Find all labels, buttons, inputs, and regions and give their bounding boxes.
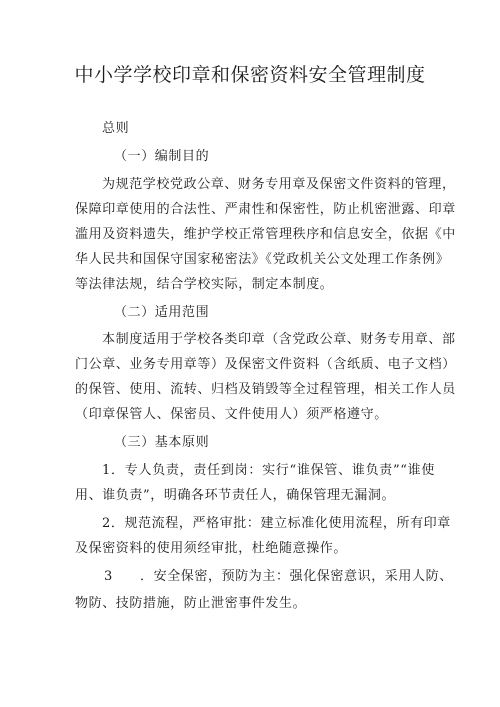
principle-line: ．安全保密，预防为主：强化保密意识，采用人防、	[140, 569, 453, 584]
paragraph-line: 保障印章使用的合法性、严肃性和保密性，防止机密泄露、印章	[75, 202, 456, 217]
paragraph-line: 门公章、业务专用章等）及保密文件资料（含纸质、电子文档）	[75, 357, 456, 372]
section-heading-general: 总则	[102, 121, 130, 136]
paragraph-line: 等法律法规，结合学校实际，制定本制度。	[75, 277, 334, 292]
principle-line: 用、谁负责”，明确各环节责任人，确保管理无漏洞。	[75, 488, 396, 503]
principle-line: 及保密资料的使用须经审批，杜绝随意操作。	[75, 541, 348, 556]
subsection-heading-purpose: （一）编制目的	[114, 149, 210, 164]
paragraph-line: 的保管、使用、流转、归档及销毁等全过程管理，相关工作人员	[75, 382, 456, 397]
principle-line: 1．专人负责，责任到岗：实行“谁保管、谁负责”“谁使	[102, 463, 435, 478]
paragraph-line: （印章保管人、保密员、文件使用人）须严格遵守。	[75, 407, 388, 422]
subsection-heading-principles: （三）基本原则	[114, 435, 210, 450]
paragraph-line: 华人民共和国保守国家秘密法》《党政机关公文处理工作条例》	[75, 252, 450, 267]
paragraph-line: 滥用及资料遗失，维护学校正常管理秩序和信息安全，依据《中	[75, 227, 456, 242]
paragraph-line: 为规范学校党政公章、财务专用章及保密文件资料的管理，	[102, 177, 456, 192]
principle-number: 3	[104, 569, 113, 584]
principle-line: 2．规范流程，严格审批：建立标准化使用流程，所有印章	[102, 516, 451, 531]
principle-line: 物防、技防措施，防止泄密事件发生。	[75, 596, 307, 611]
paragraph-line: 本制度适用于学校各类印章（含党政公章、财务专用章、部	[102, 332, 456, 347]
subsection-heading-scope: （二）适用范围	[114, 305, 210, 320]
document-title: 中小学学校印章和保密资料安全管理制度	[74, 64, 426, 86]
